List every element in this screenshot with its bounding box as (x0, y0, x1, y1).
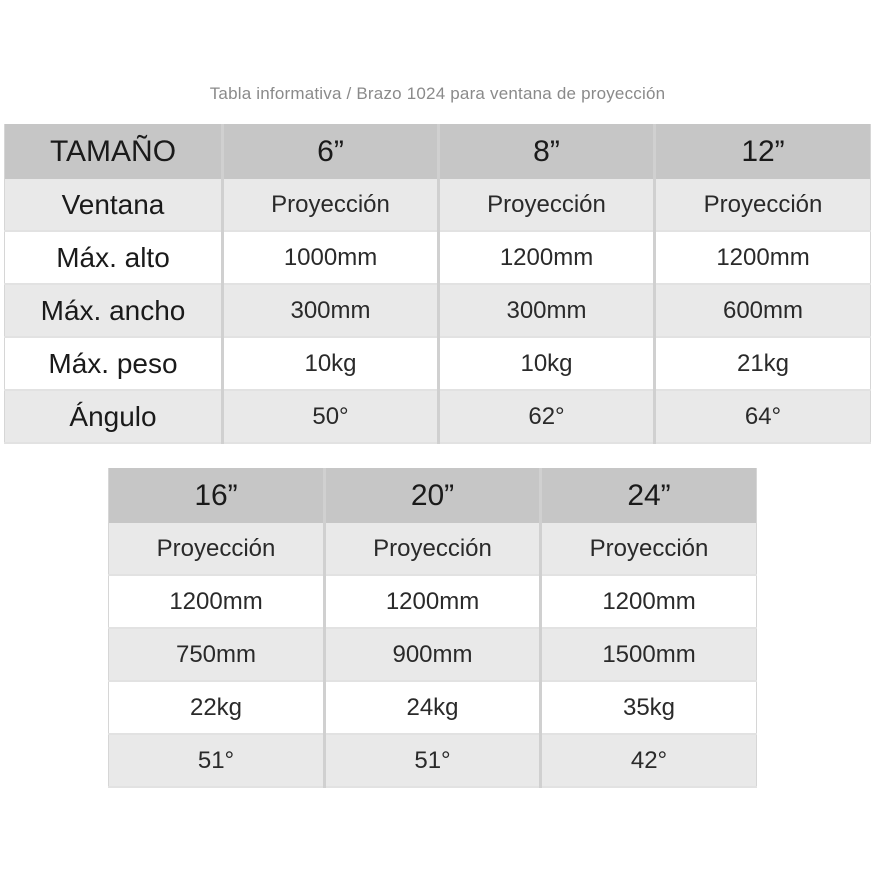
table-cell: 24kg (325, 681, 541, 734)
table-cell: 42° (541, 734, 757, 787)
table-cell: 64° (655, 390, 871, 443)
table-cell: 750mm (109, 628, 325, 681)
table-cell: 1500mm (541, 628, 757, 681)
row-label-window: Ventana (5, 179, 223, 231)
header-size-8: 8” (439, 124, 655, 179)
row-label-angle: Ángulo (5, 390, 223, 443)
table-cell: Proyección (109, 523, 325, 575)
header-size-16: 16” (109, 468, 325, 523)
table-row-max-weight (5, 337, 871, 390)
table-row-max-weight (109, 681, 757, 734)
table-cell: 21kg (655, 337, 871, 390)
table-cell: 10kg (223, 337, 439, 390)
table-cell: 900mm (325, 628, 541, 681)
table-cell: Proyección (223, 179, 439, 231)
table-cell: 51° (109, 734, 325, 787)
table-cell: 1200mm (655, 231, 871, 284)
table-cell: 300mm (223, 284, 439, 337)
header-size-6: 6” (223, 124, 439, 179)
table-row-max-width (5, 284, 871, 337)
header-label-size: TAMAÑO (5, 124, 223, 179)
spec-table-top (4, 124, 871, 444)
table-cell: 600mm (655, 284, 871, 337)
table-row-angle (5, 390, 871, 443)
table-cell: 50° (223, 390, 439, 443)
table-header-row (5, 124, 871, 179)
table-cell: 51° (325, 734, 541, 787)
header-size-12: 12” (655, 124, 871, 179)
row-label-max-width: Máx. ancho (5, 284, 223, 337)
table-cell: 1200mm (109, 575, 325, 628)
table-cell: Proyección (325, 523, 541, 575)
table-caption: Tabla informativa / Brazo 1024 para ventana de proyección (209, 84, 666, 103)
table-cell: 35kg (541, 681, 757, 734)
table-row-window (5, 179, 871, 231)
header-size-20: 20” (325, 468, 541, 523)
table-cell: 1200mm (325, 575, 541, 628)
table-cell: 1200mm (541, 575, 757, 628)
table-row-max-height (109, 575, 757, 628)
table-row-angle (109, 734, 757, 787)
table-cell: Proyección (439, 179, 655, 231)
header-size-24: 24” (541, 468, 757, 523)
table-row-max-height (5, 231, 871, 284)
table-cell: Proyección (655, 179, 871, 231)
table-header-row (109, 468, 757, 523)
table-cell: 1000mm (223, 231, 439, 284)
table-cell: 62° (439, 390, 655, 443)
table-cell: 300mm (439, 284, 655, 337)
table-cell: 22kg (109, 681, 325, 734)
spec-table-bottom (108, 468, 757, 788)
table-cell: Proyección (541, 523, 757, 575)
table-row-max-width (109, 628, 757, 681)
table-cell: 10kg (439, 337, 655, 390)
row-label-max-weight: Máx. peso (5, 337, 223, 390)
row-label-max-height: Máx. alto (5, 231, 223, 284)
table-row-window (109, 523, 757, 575)
table-cell: 1200mm (439, 231, 655, 284)
